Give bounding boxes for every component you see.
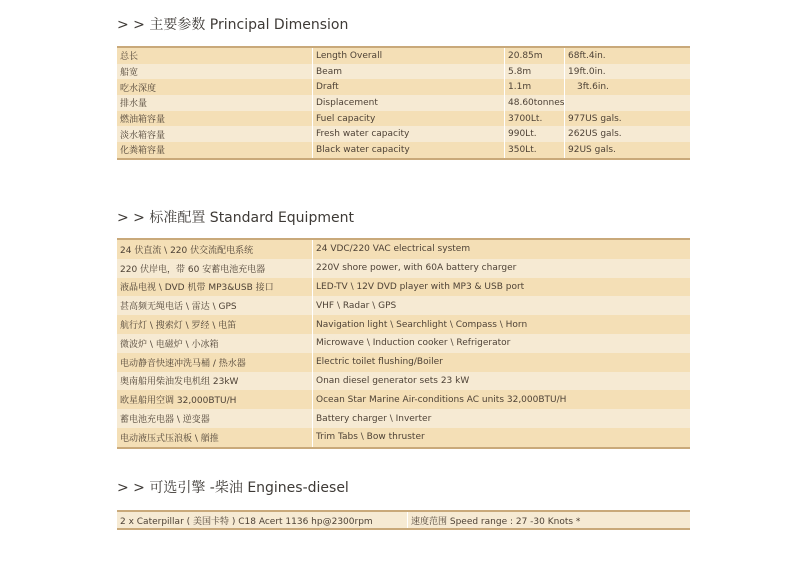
- section-title-standard-equipment: > > 标准配置 Standard Equipment: [117, 210, 354, 226]
- metric-value: 20.85m: [505, 48, 565, 64]
- row-label-cn: 化粪箱容量: [117, 142, 313, 158]
- table-row: [117, 111, 690, 127]
- imperial-value: 92US gals.: [568, 144, 616, 155]
- equipment-en: LED-TV \ 12V DVD player with MP3 & USB port: [316, 281, 525, 292]
- table-row: [117, 48, 690, 64]
- table-row: [117, 240, 690, 259]
- equipment-cn: 蓄电池充电器 \ 逆变器: [117, 409, 313, 428]
- table-row: [117, 278, 690, 297]
- table-row: [117, 64, 690, 80]
- equipment-en: Trim Tabs \ Bow thruster: [316, 432, 425, 443]
- equipment-en: Microwave \ Induction cooker \ Refrigerator: [316, 338, 511, 349]
- row-label-cn: 淡水箱容量: [117, 126, 313, 142]
- table-row: [117, 353, 690, 372]
- equipment-en: 24 VDC/220 VAC electrical system: [316, 244, 471, 255]
- equipment-en: Ocean Star Marine Air-conditions AC units 32,000BTU/H: [316, 394, 567, 405]
- equipment-en: Onan diesel generator sets 23 kW: [316, 375, 470, 386]
- equipment-cn: 220 伏岸电，带 60 安蓄电池充电器: [117, 259, 313, 278]
- row-label-cn: 吃水深度: [117, 79, 313, 95]
- metric-value: 350Lt.: [505, 142, 565, 158]
- metric-value: 990Lt.: [505, 126, 565, 142]
- equipment-cn: 液晶电视 \ DVD 机带 MP3&USB 接口: [117, 278, 313, 297]
- section-title-principal-dimension: > > 主要参数 Principal Dimension: [117, 17, 349, 33]
- row-label-cn: 燃油箱容量: [117, 111, 313, 127]
- table-row: [117, 296, 690, 315]
- table-row: [117, 512, 690, 528]
- row-label-en: Fresh water capacity: [313, 126, 505, 142]
- speed-range: 速度范围 Speed range : 27 -30 Knots *: [411, 516, 581, 527]
- equipment-en: Navigation light \ Searchlight \ Compass \ Horn: [316, 319, 528, 330]
- equipment-en: Battery charger \ Inverter: [316, 413, 432, 424]
- row-label-en: Black water capacity: [313, 142, 505, 158]
- row-label-cn: 船宽: [117, 64, 313, 80]
- imperial-value: 977US gals.: [568, 113, 622, 124]
- imperial-value: 262US gals.: [568, 129, 622, 140]
- row-label-en: Fuel capacity: [313, 111, 505, 127]
- engine-spec: 2 x Caterpillar ( 美国卡特 ) C18 Acert 1136 hp@2300rpm: [117, 512, 408, 528]
- table-row: [117, 372, 690, 391]
- row-label-en: Displacement: [313, 95, 505, 111]
- imperial-value: [565, 95, 690, 111]
- equipment-en: Electric toilet flushing/Boiler: [316, 357, 443, 368]
- table-row: [117, 334, 690, 353]
- standard-equipment-table: [117, 238, 690, 449]
- row-label-en: Beam: [313, 64, 505, 80]
- table-row: [117, 142, 690, 158]
- table-row: [117, 315, 690, 334]
- metric-value: 48.60tonnes: [505, 95, 565, 111]
- metric-value: 1.1m: [505, 79, 565, 95]
- imperial-value: 19ft.0in.: [568, 66, 606, 77]
- table-row: [117, 259, 690, 278]
- section-title-engines-diesel: > > 可选引擎 -柴油 Engines-diesel: [117, 480, 349, 496]
- equipment-cn: 甚高频无绳电话 \ 雷达 \ GPS: [117, 296, 313, 315]
- principal-dimension-table: [117, 46, 690, 160]
- table-row: [117, 390, 690, 409]
- row-label-en: Draft: [313, 79, 505, 95]
- equipment-cn: 微波炉 \ 电磁炉 \ 小冰箱: [117, 334, 313, 353]
- equipment-cn: 航行灯 \ 搜索灯 \ 罗经 \ 电笛: [117, 315, 313, 334]
- imperial-value: 3ft.6in.: [577, 82, 609, 93]
- imperial-value: 68ft.4in.: [568, 50, 606, 61]
- equipment-cn: 欧星船用空调 32,000BTU/H: [117, 390, 313, 409]
- metric-value: 5.8m: [505, 64, 565, 80]
- table-row: [117, 126, 690, 142]
- metric-value: 3700Lt.: [505, 111, 565, 127]
- equipment-cn: 奥南船用柴油发电机组 23kW: [117, 372, 313, 391]
- table-row: [117, 409, 690, 428]
- table-row: [117, 79, 690, 95]
- equipment-cn: 24 伏直流 \ 220 伏交流配电系统: [117, 240, 313, 259]
- equipment-en: VHF \ Radar \ GPS: [316, 300, 397, 311]
- row-label-cn: 总长: [117, 48, 313, 64]
- equipment-cn: 电动液压式压浪板 \ 艏推: [117, 428, 313, 447]
- row-label-cn: 排水量: [117, 95, 313, 111]
- table-row: [117, 428, 690, 447]
- equipment-cn: 电动静音快速冲洗马桶 / 热水器: [117, 353, 313, 372]
- row-label-en: Length Overall: [313, 48, 505, 64]
- engines-table: [117, 510, 690, 530]
- equipment-en: 220V shore power, with 60A battery charger: [316, 263, 517, 274]
- table-row: [117, 95, 690, 111]
